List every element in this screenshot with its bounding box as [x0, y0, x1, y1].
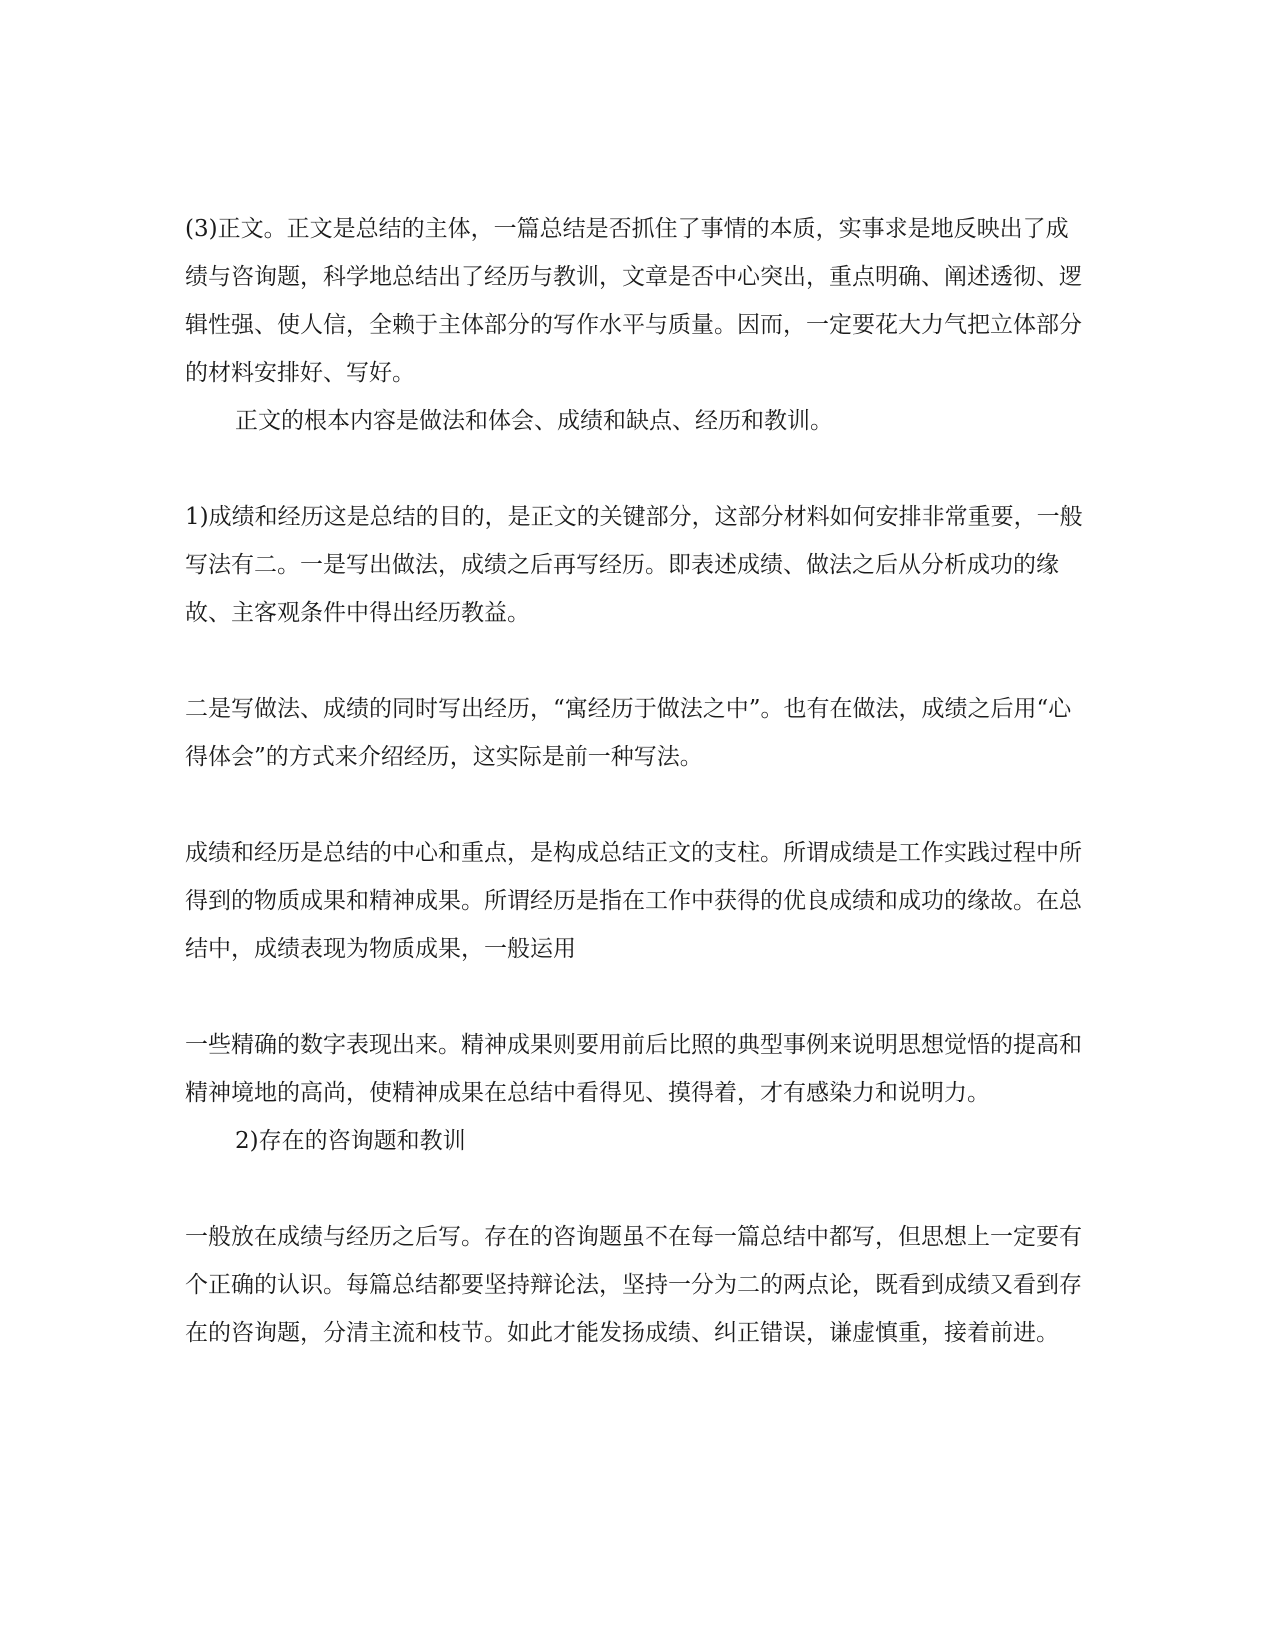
paragraph-gap — [185, 973, 1085, 1021]
paragraph-basic-content: 正文的根本内容是做法和体会、成绩和缺点、经历和教训。 — [235, 408, 833, 434]
document-body — [185, 205, 1085, 1357]
paragraph-gap — [185, 781, 1085, 829]
paragraph-second-method: 二是写做法、成绩的同时写出经历，“寓经历于做法之中”。也有在做法，成绩之后用“心得体会”的方式来介绍经历，这实际是前一种写法。 — [185, 696, 1072, 770]
paragraph-spiritual-results: 一些精确的数字表现出来。精神成果则要用前后比照的典型事例来说明思想觉悟的提高和精神境地的高尚，使精神成果在总结中看得见、摸得着，才有感染力和说明力。 — [185, 1032, 1082, 1106]
paragraph-problems-heading: 2)存在的咨询题和教训 — [235, 1128, 466, 1154]
paragraph-gap — [185, 1165, 1085, 1213]
paragraph-gap — [185, 445, 1085, 493]
paragraph-achievements-core: 成绩和经历是总结的中心和重点，是构成总结正文的支柱。所谓成绩是工作实践过程中所得到的物质成果和精神成果。所谓经历是指在工作中获得的优良成绩和成功的缘故。在总结中，成绩表现为物质成果，一般运用 — [185, 840, 1082, 962]
paragraph-gap — [185, 637, 1085, 685]
paragraph-main-body: (3)正文。正文是总结的主体，一篇总结是否抓住了事情的本质，实事求是地反映出了成绩与咨询题，科学地总结出了经历与教训，文章是否中心突出，重点明确、阐述透彻、逻辑性强、使人信，全赖于主体部分的写作水平与质量。因而，一定要花大力气把立体部分的材料安排好、写好。 — [185, 216, 1082, 386]
paragraph-achievements-experience: 1)成绩和经历这是总结的目的，是正文的关键部分，这部分材料如何安排非常重要，一般写法有二。一是写出做法，成绩之后再写经历。即表述成绩、做法之后从分析成功的缘故、主客观条件中得出经历教益。 — [185, 504, 1083, 626]
paragraph-problems-body: 一般放在成绩与经历之后写。存在的咨询题虽不在每一篇总结中都写，但思想上一定要有个正确的认识。每篇总结都要坚持辩论法，坚持一分为二的两点论，既看到成绩又看到存在的咨询题，分清主流和枝节。如此才能发扬成绩、纠正错误，谦虚慎重，接着前进。 — [185, 1224, 1082, 1346]
